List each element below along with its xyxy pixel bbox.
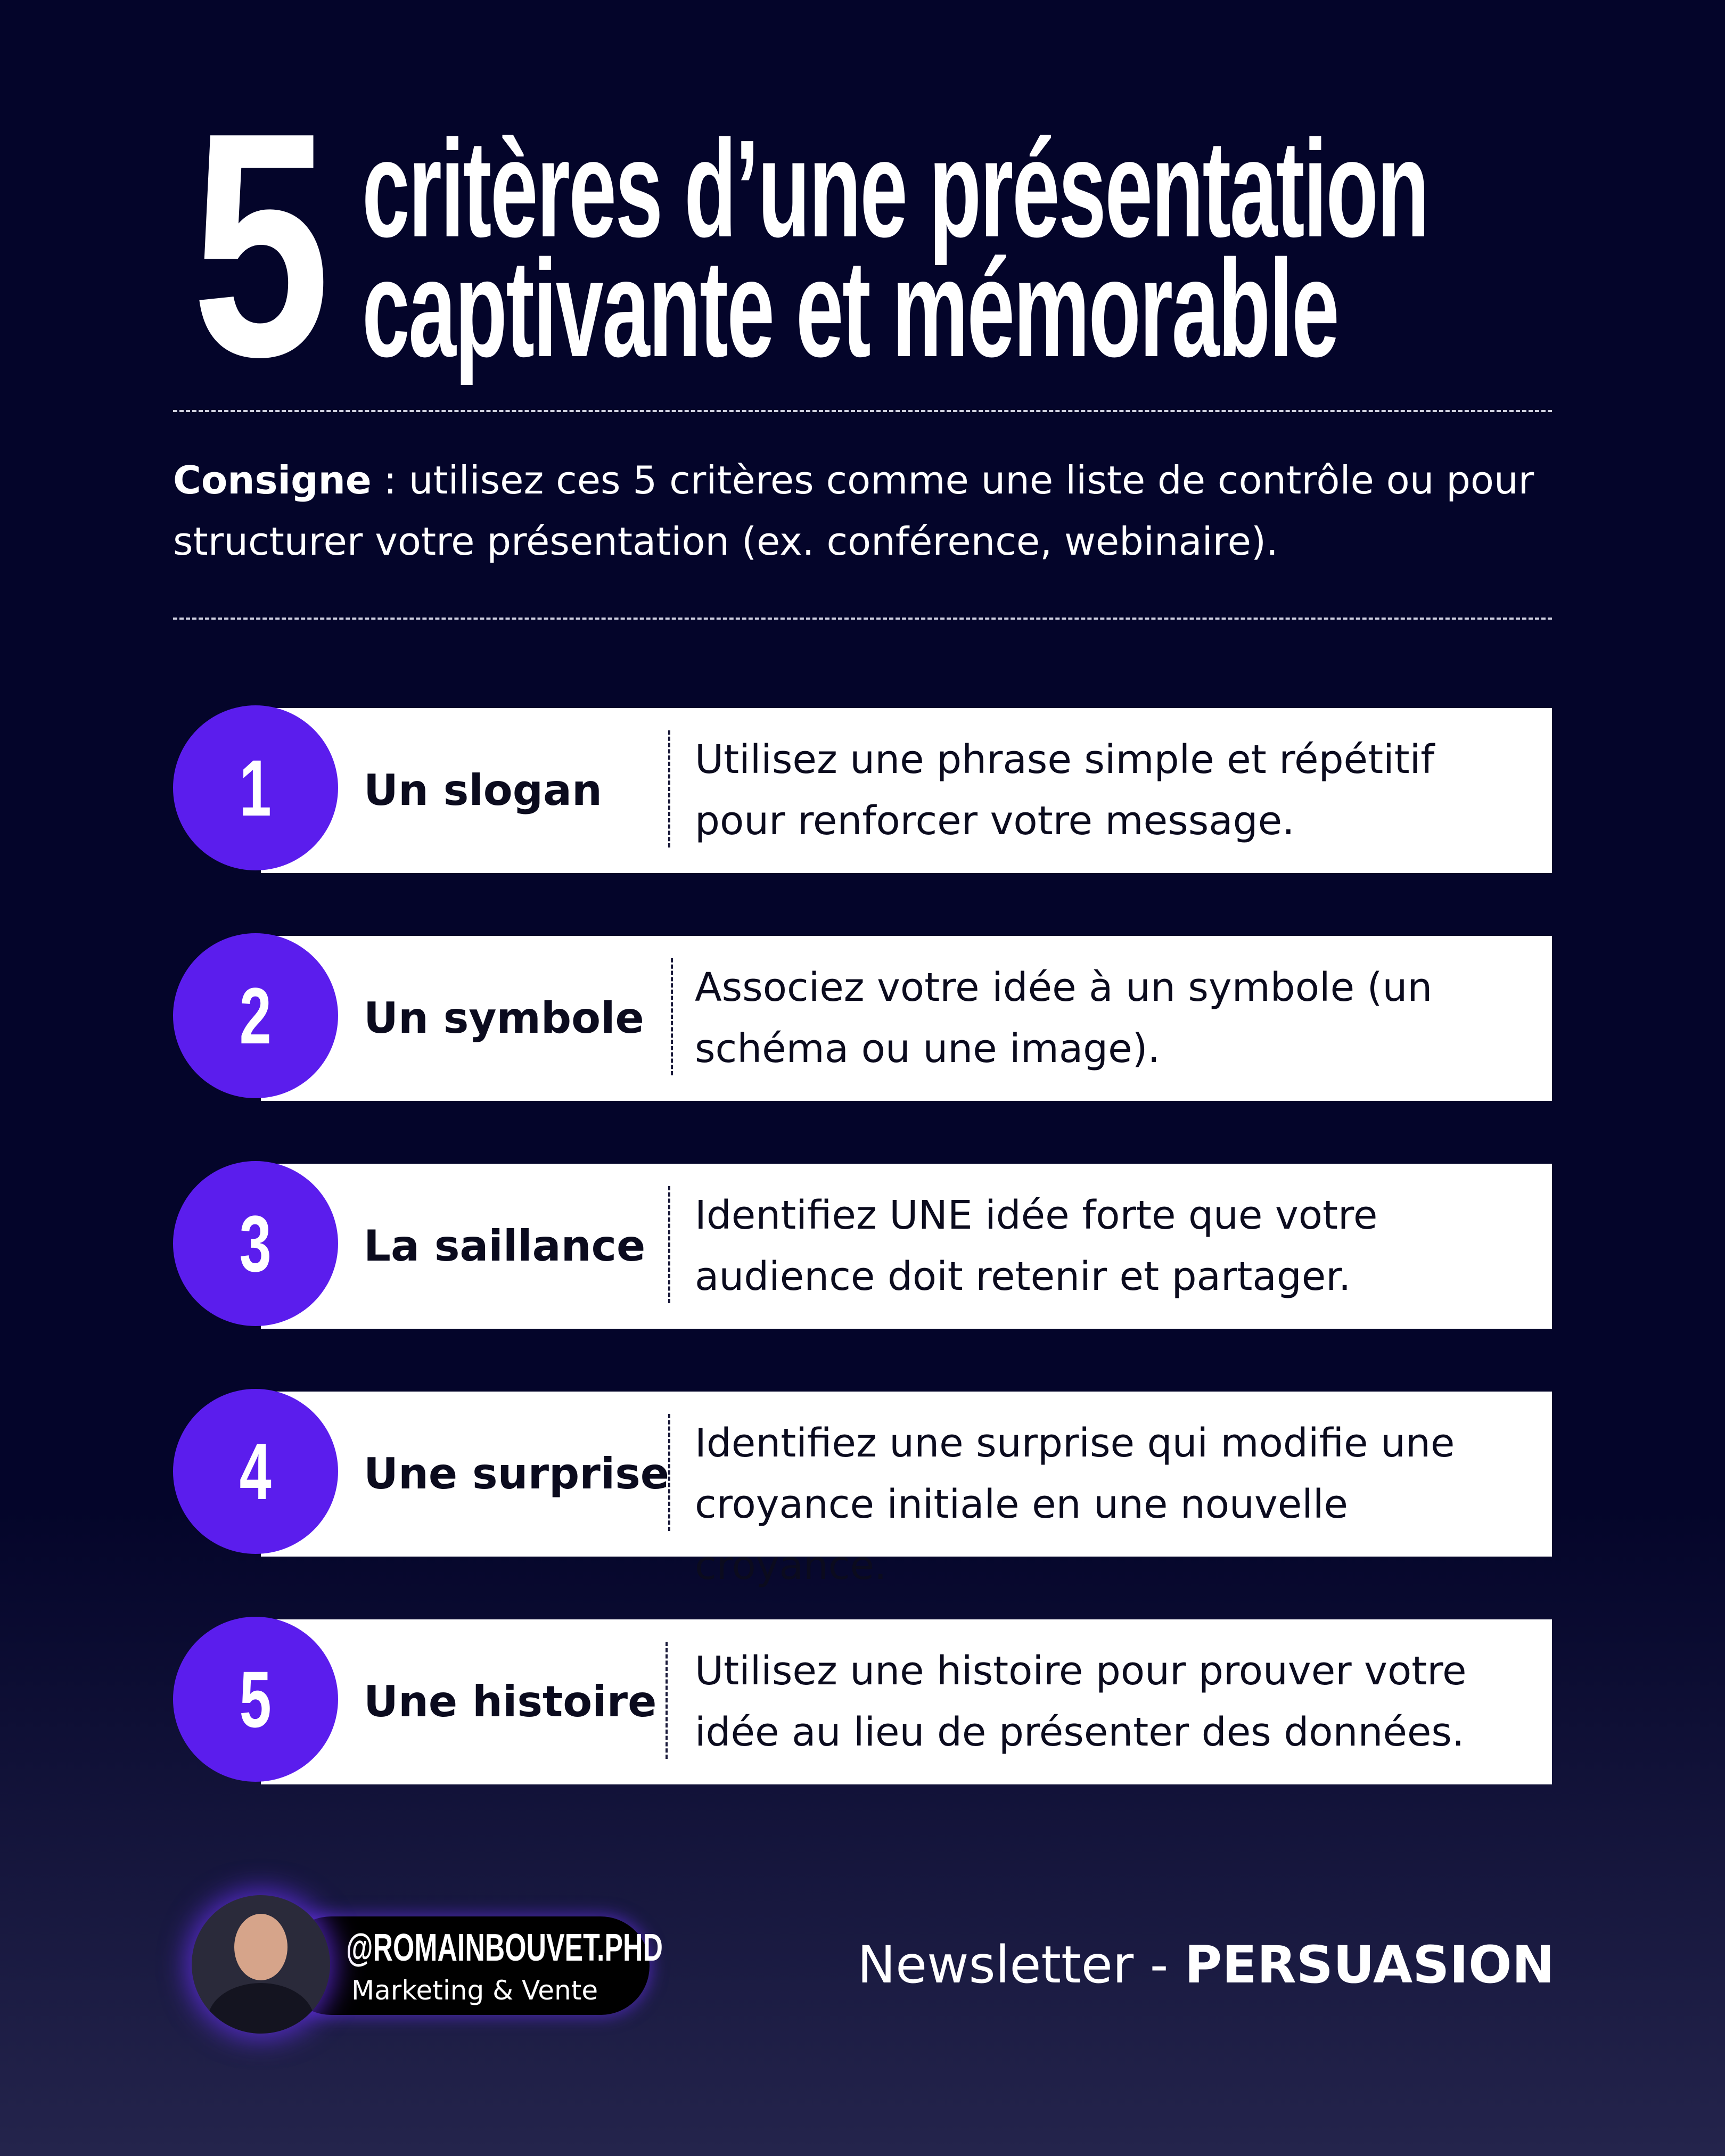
criterion-number-badge: [173, 1617, 338, 1782]
footer: [192, 1885, 1555, 2044]
criterion-description: Identifiez UNE idée forte que votre audience doit retenir et partager.: [695, 1192, 1378, 1299]
criterion-number: 2: [239, 970, 272, 1060]
avatar-face-icon: [234, 1914, 288, 1980]
avatar-body-icon: [208, 1983, 314, 2034]
profile-handle[interactable]: @ROMAINBOUVET.PHD: [346, 1927, 663, 1969]
avatar[interactable]: [192, 1895, 330, 2034]
criterion-label: Un symbole: [364, 993, 644, 1043]
title-line-1: critères d’une présentation: [362, 112, 1428, 266]
title-line-2: captivante et mémorable: [362, 232, 1338, 386]
criterion-number: 3: [239, 1198, 272, 1288]
criterion-number-badge: [173, 1161, 338, 1326]
newsletter-prefix: Newsletter -: [857, 1935, 1185, 1995]
newsletter-name: PERSUASION: [1184, 1935, 1555, 1995]
title-number: 5: [192, 67, 326, 423]
instruction-separator: :: [371, 458, 409, 503]
criterion-separator: [668, 730, 670, 847]
criterion-separator: [668, 1186, 670, 1303]
criterion-number: 4: [239, 1426, 272, 1516]
criterion-number: 5: [239, 1654, 272, 1744]
criterion-number-badge: [173, 1389, 338, 1554]
newsletter-credit: [857, 1935, 1555, 1995]
criterion-label: Un slogan: [364, 766, 602, 815]
criterion-row: [173, 936, 1552, 1101]
criterion-row: [173, 1164, 1552, 1329]
criterion-separator: [668, 1414, 670, 1531]
divider-top: [173, 410, 1552, 412]
criterion-number-badge: [173, 705, 338, 870]
title-block: [192, 67, 1555, 423]
instruction-body: utilisez ces 5 critères comme une liste de contrôle ou pour structurer votre présentation (ex. conférence, webinaire).: [173, 458, 1534, 564]
criterion-number: 1: [239, 743, 272, 833]
criterion-description: Identifiez une surprise qui modifie une croyance initiale en une nouvelle croyance.: [695, 1420, 1455, 1589]
criterion-number-badge: [173, 933, 338, 1098]
criterion-separator: [671, 958, 673, 1075]
criterion-description: Associez votre idée à un symbole (un schéma ou une image).: [695, 965, 1433, 1072]
criterion-label: La saillance: [364, 1221, 646, 1271]
divider-bottom: [173, 618, 1552, 620]
criterion-row: [173, 1392, 1552, 1589]
criterion-separator: [666, 1642, 668, 1759]
profile-subtitle: Marketing & Vente: [351, 1975, 598, 2006]
instruction-text: [173, 450, 1568, 572]
criterion-row: [173, 1619, 1552, 1784]
criterion-row: [173, 708, 1552, 873]
criterion-label: Une histoire: [364, 1677, 657, 1726]
criterion-label: Une surprise: [364, 1449, 670, 1499]
criterion-description: Utilisez une histoire pour prouver votre idée au lieu de présenter des données.: [695, 1648, 1467, 1755]
instruction-label: Consigne: [173, 458, 372, 503]
criterion-description: Utilisez une phrase simple et répétitif pour renforcer votre message.: [695, 737, 1435, 844]
